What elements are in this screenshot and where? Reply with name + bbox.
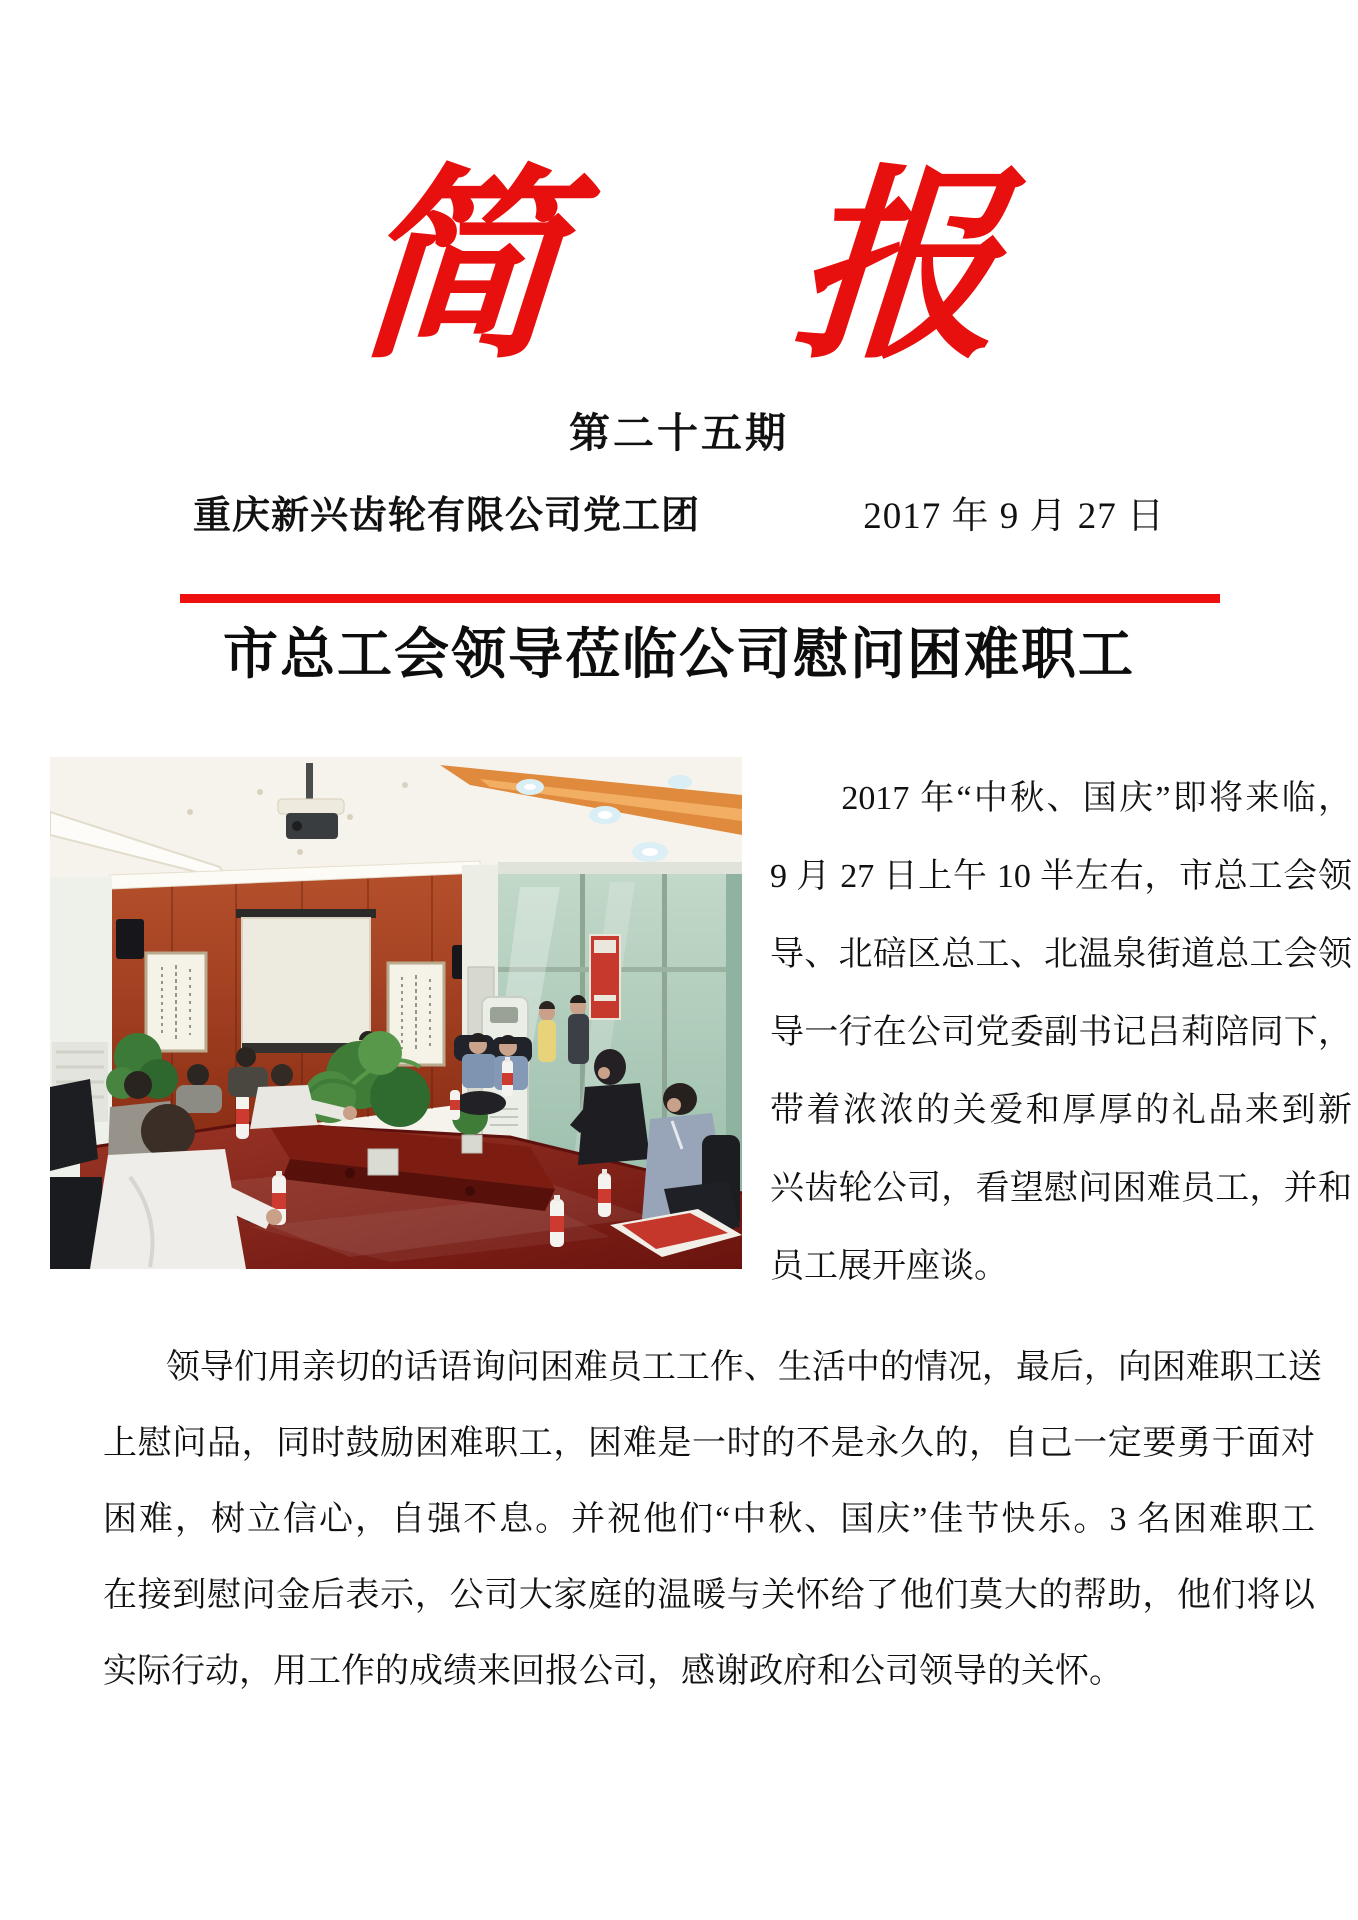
masthead-title xyxy=(0,145,1358,387)
lead-line-1: 2017 年“中秋、国庆”即将来临， xyxy=(841,780,1352,817)
article-headline: 市总工会领导莅临公司慰问困难职工 xyxy=(222,623,1135,685)
meeting-photo-illustration xyxy=(50,757,742,1269)
body-line-2: 上慰问品，同时鼓励困难职工，困难是一时的不是永久的，自己一定要勇于面对 xyxy=(103,1425,1315,1462)
issue-number: 第二十五期 xyxy=(569,410,789,456)
lead-line-7: 员工展开座谈。 xyxy=(770,1248,1008,1285)
calligraphy-frame-left xyxy=(146,953,206,1051)
issue-date: 2017 年 9 月 27 日 xyxy=(863,496,1165,537)
lead-line-6: 兴齿轮公司，看望慰问困难员工，并和 xyxy=(770,1170,1352,1207)
lead-line-5: 带着浓浓的关爱和厚厚的礼品来到新 xyxy=(770,1092,1352,1129)
glass-poster xyxy=(590,935,620,1019)
lead-line-3: 导、北碚区总工、北温泉街道总工会领 xyxy=(770,936,1352,973)
bag-on-table xyxy=(454,1091,506,1115)
meeting-photo xyxy=(50,757,742,1269)
red-divider xyxy=(180,594,1220,603)
byline-row xyxy=(193,484,1165,539)
speaker-left xyxy=(116,919,144,959)
masthead-char-bao: 报 xyxy=(786,145,1010,387)
body-line-1: 领导们用亲切的话语询问困难员工工作、生活中的情况，最后，向困难职工送 xyxy=(165,1349,1322,1386)
body-line-4: 在接到慰问金后表示，公司大家庭的温暖与关怀给了他们莫大的帮助，他们将以 xyxy=(103,1577,1315,1614)
body-line-5: 实际行动，用工作的成绩来回报公司，感谢政府和公司领导的关怀。 xyxy=(103,1653,1123,1690)
projection-screen xyxy=(236,909,376,1053)
article-body-paragraph xyxy=(103,1330,1322,1710)
lead-line-2: 9 月 27 日上午 10 半左右，市总工会领 xyxy=(770,858,1352,895)
article-lead-paragraph xyxy=(770,760,1352,1306)
lead-line-4: 导一行在公司党委副书记吕莉陪同下， xyxy=(770,1014,1352,1051)
body-line-3: 困难，树立信心，自强不息。并祝他们“中秋、国庆”佳节快乐。3 名困难职工 xyxy=(103,1501,1315,1538)
masthead-char-jian: 简 xyxy=(348,145,572,387)
organization-name: 重庆新兴齿轮有限公司党工团 xyxy=(193,495,701,537)
